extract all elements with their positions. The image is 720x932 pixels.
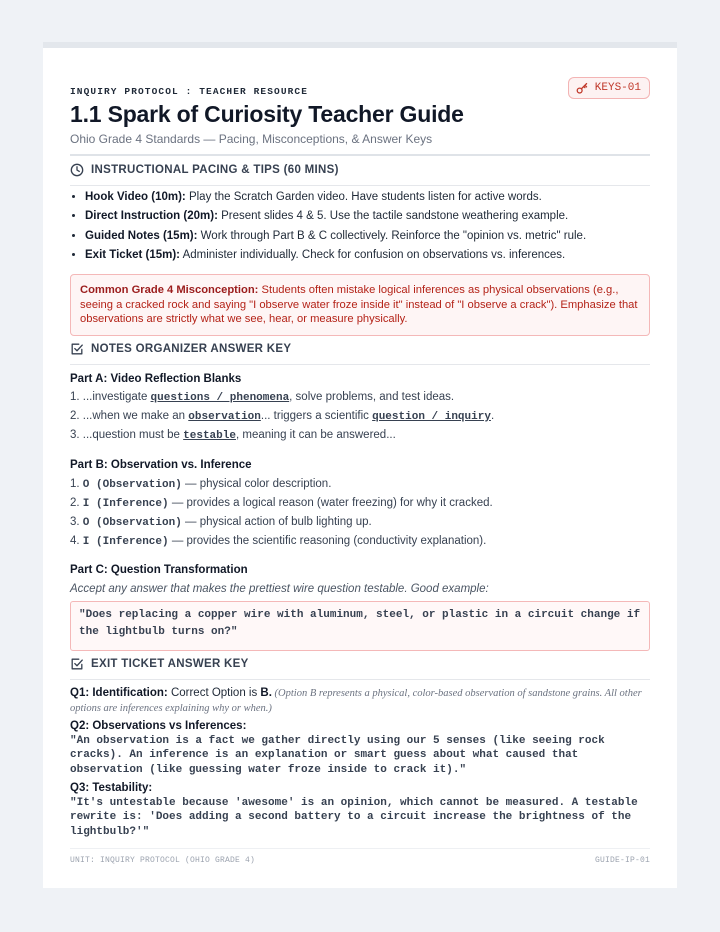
part-b-heading: Part B: Observation vs. Inference bbox=[70, 459, 252, 471]
misconception-callout bbox=[70, 274, 650, 336]
part-a-answer: 3. ...question must be testable, meaning it can be answered... bbox=[70, 429, 396, 442]
checkbox-icon bbox=[70, 342, 84, 356]
page-subtitle: Ohio Grade 4 Standards — Pacing, Misconceptions, & Answer Keys bbox=[70, 132, 433, 146]
eyebrow-label: INQUIRY PROTOCOL : TEACHER RESOURCE bbox=[70, 86, 309, 97]
pacing-item: • Guided Notes (15m): Work through Part B & C collectively. Reinforce the "opinion vs. metric" rule. bbox=[85, 227, 650, 246]
part-c-note: Accept any answer that makes the prettiest wire question testable. Good example: bbox=[70, 583, 489, 595]
pacing-heading-text: INSTRUCTIONAL PACING & TIPS (60 MINS) bbox=[91, 164, 339, 176]
pacing-section-heading bbox=[70, 159, 650, 186]
part-b-answer: 4. I (Inference) — provides the scientific reasoning (conductivity explanation). bbox=[70, 535, 487, 548]
callout-text: Students often mistake logical inferences as physical observations (e.g., seeing a cracked rock and saying "I observe water froze inside it" instead of "I observe a crack"). Emphasize that observations are strictly what we see, hear, or measure physically. bbox=[80, 284, 638, 325]
pacing-list bbox=[70, 188, 650, 265]
footer-code: GUIDE-IP-01 bbox=[594, 856, 650, 865]
clock-icon bbox=[70, 163, 84, 177]
footer-unit: UNIT: INQUIRY PROTOCOL (OHIO GRADE 4) bbox=[70, 856, 256, 865]
q1-answer: Q1: Identification: Correct Option is B. (Option B represents a physical, color-based observation of sandstone grains. All other options are inferences explaining why or when.) bbox=[70, 687, 642, 714]
q3-label: Q3: Testability: bbox=[70, 782, 153, 794]
part-b-answer: 3. O (Observation) — physical action of bulb lighting up. bbox=[70, 516, 372, 529]
notes-heading-text: NOTES ORGANIZER ANSWER KEY bbox=[91, 343, 292, 355]
pacing-item: • Direct Instruction (20m): Present slides 4 & 5. Use the tactile sandstone weathering example. bbox=[85, 207, 650, 226]
callout-label: Common Grade 4 Misconception: bbox=[80, 284, 259, 296]
page-title: 1.1 Spark of Curiosity Teacher Guide bbox=[70, 101, 464, 127]
part-a-answer: 2. ...when we make an observation... triggers a scientific question / inquiry. bbox=[70, 410, 495, 423]
badge-label: KEYS-01 bbox=[594, 82, 641, 94]
pacing-item: • Exit Ticket (15m): Administer individually. Check for confusion on observations vs. inferences. bbox=[85, 246, 650, 265]
part-a-heading: Part A: Video Reflection Blanks bbox=[70, 373, 242, 385]
q2-answer: "An observation is a fact we gather directly using our 5 senses (like seeing rock cracks). An inference is an explanation or smart guess about what caused that observation (like guessing water froze inside to crack it)." bbox=[70, 735, 605, 776]
header-divider bbox=[70, 154, 650, 156]
pacing-item: • Hook Video (10m): Play the Scratch Garden video. Have students listen for active words. bbox=[85, 188, 650, 207]
part-b-answer: 2. I (Inference) — provides a logical reason (water freezing) for why it cracked. bbox=[70, 497, 493, 510]
part-c-heading: Part C: Question Transformation bbox=[70, 564, 248, 576]
notes-section-heading bbox=[70, 338, 650, 365]
page-footer bbox=[70, 848, 650, 865]
exit-heading-text: EXIT TICKET ANSWER KEY bbox=[91, 658, 249, 670]
keys-badge bbox=[568, 77, 650, 99]
q3-answer: "It's untestable because 'awesome' is an opinion, which cannot be measured. A testable rewrite is: 'Does adding a second battery to a circuit increase the brightness of the lightbulb?'" bbox=[70, 797, 638, 838]
checkbox-icon bbox=[70, 657, 84, 671]
key-icon bbox=[576, 82, 589, 95]
part-a-answer: 1. ...investigate questions / phenomena, solve problems, and test ideas. bbox=[70, 391, 455, 404]
guide-page bbox=[43, 42, 677, 888]
part-b-answer: 1. O (Observation) — physical color description. bbox=[70, 478, 332, 491]
q2-label: Q2: Observations vs Inferences: bbox=[70, 720, 247, 732]
part-c-example: "Does replacing a copper wire with aluminum, steel, or plastic in a circuit change if the lightbulb turns on?" bbox=[70, 601, 650, 651]
exit-section-heading bbox=[70, 653, 650, 680]
